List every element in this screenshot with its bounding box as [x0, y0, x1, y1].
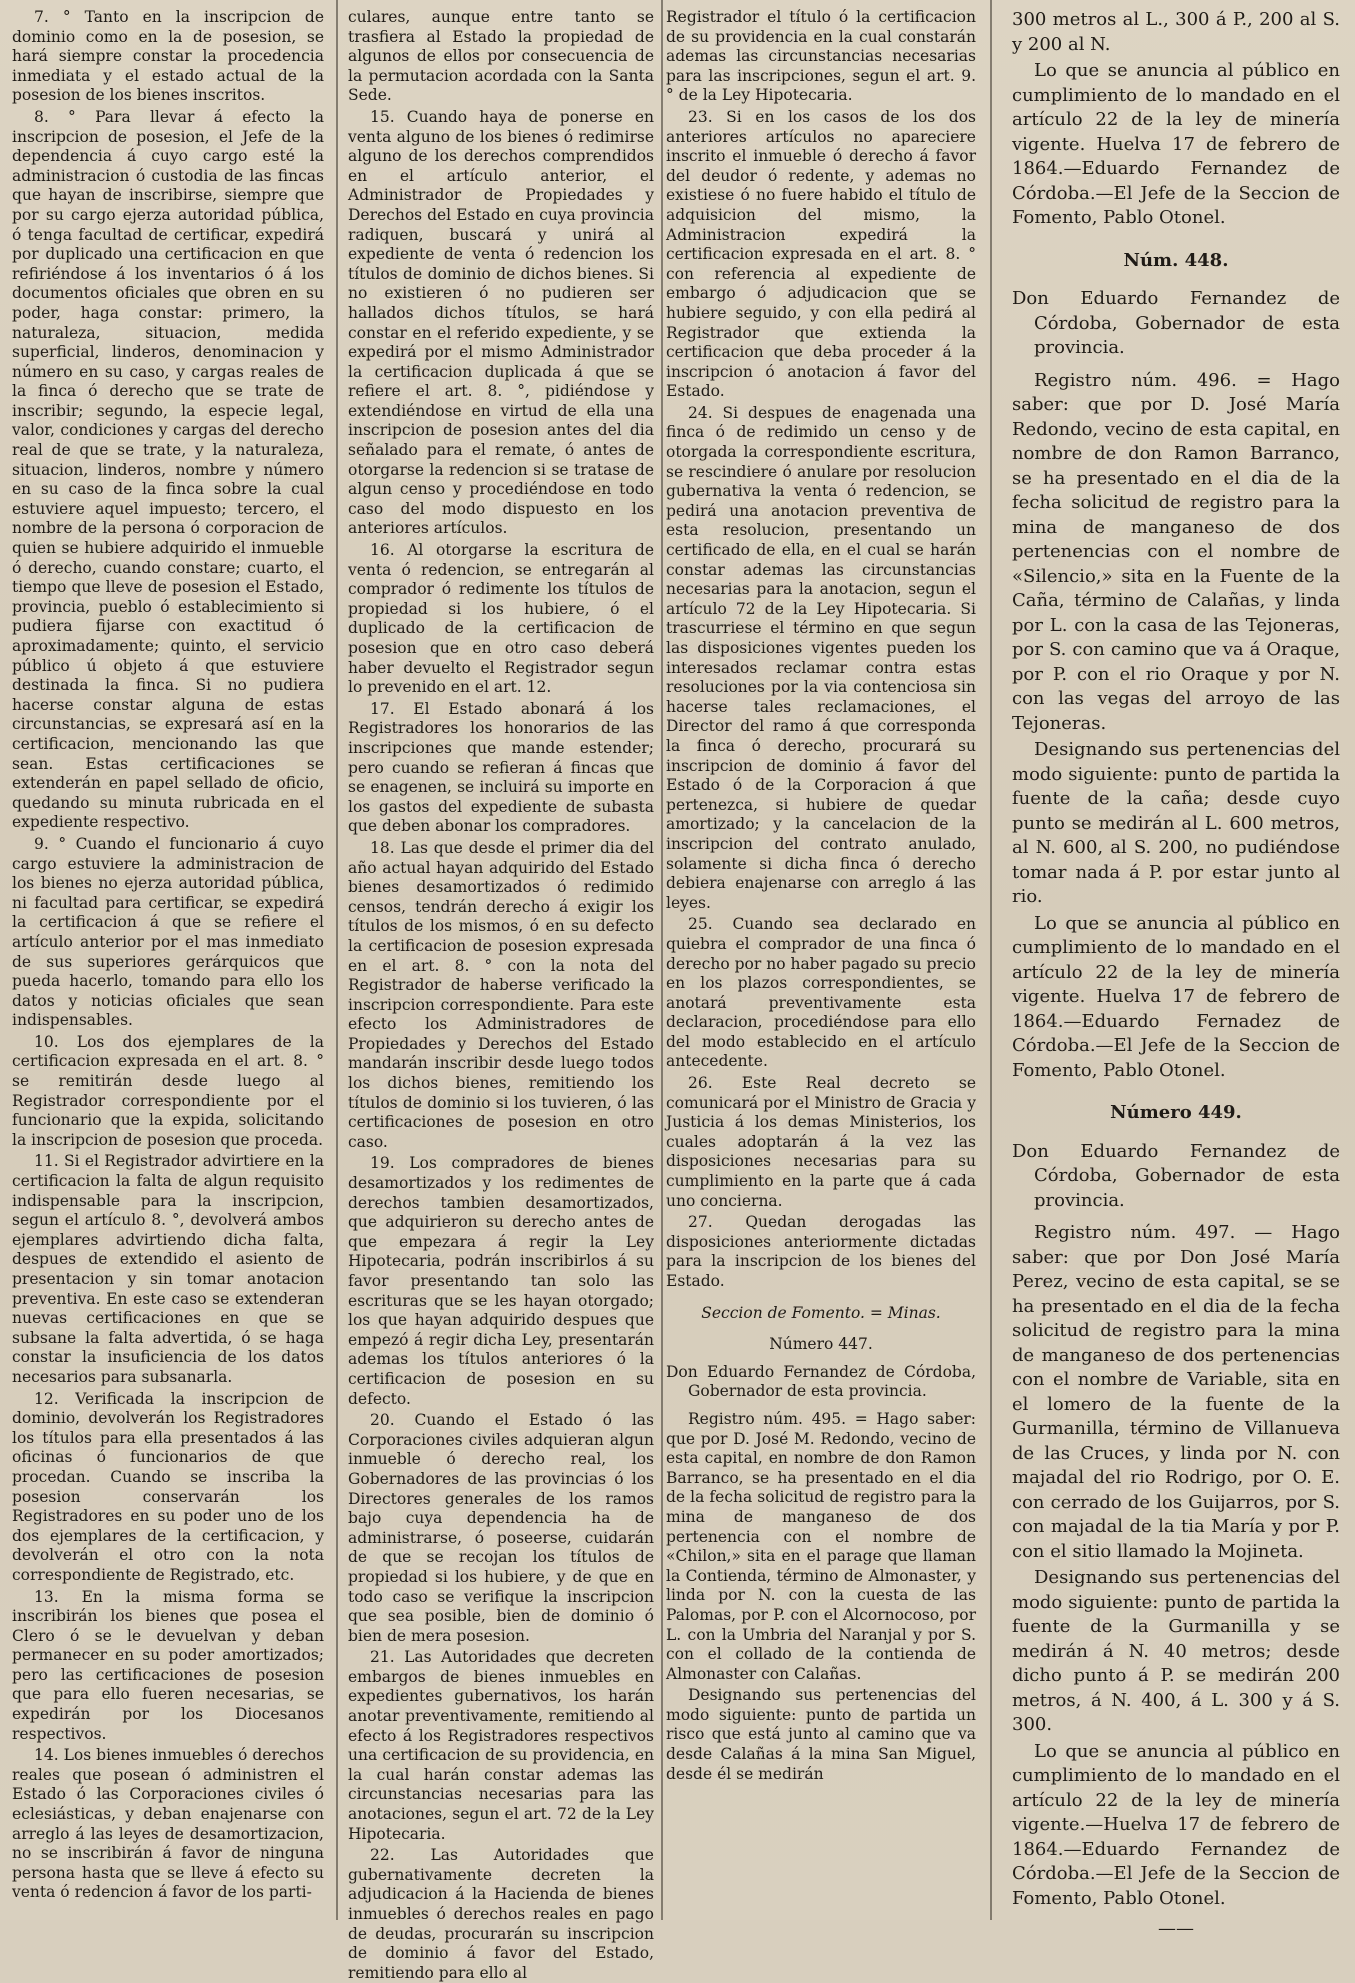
article-21: 21. Las Autoridades que decreten embargos de bienes inmuebles en expedientes gubernativos, los harán anotar preventivamente, remitiendo al efecto á los Registradores respectivos una certificacion de su providencia, en la cual harán constar ademas las circunstancias necesarias para las anotaciones, segun el art. 72 de la Ley Hipotecaria. [348, 1648, 654, 1843]
article-26: 26. Este Real decreto se comunicará por el Ministro de Gracia y Justicia á los demas Ministerios, los cuales adoptarán á la vez las disposiciones necesarias para su cumplimiento en la parte que á cada uno concierna. [666, 1074, 976, 1210]
designation: Designando sus pertenencias del modo siguiente: punto de partida la fuente de la Gurmanilla y se medirán á N. 40 metros; desde dicho punto á P. se medirán 200 metros, á N. 400, á L. 300 y á S. 300. [1012, 1567, 1340, 1735]
announcement: Lo que se anuncia al público en cumplimiento de lo mandado en el artículo 22 de la ley de minería vigente.—Huelva 17 de febrero de 1864.—Eduardo Fernandez de Córdoba.—El Jefe de la Seccion de Fomento, Pablo Otonel. [1012, 1740, 1340, 1909]
designation: Designando sus pertenencias del modo siguiente: punto de partida la fuente de la caña; desde cuyo punto se medirán al L. 600 metros, al N. 600, al S. 200, no pudiéndose tomar nada á P. por estar junto al rio. [1012, 739, 1340, 907]
article-19: 19. Los compradores de bienes desamortizados y los redimentes de derechos tambien desamortizados, que adquirieron su derecho antes de que empezara á regir la Ley Hipotecaria, podrán inscribirlos á su favor presentando tan solo las escrituras que se les hayan otorgado; los que hayan adquirido despues que empezó á regir dicha Ley, presentarán ademas los títulos anteriores ó la certificacion de posesion en su defecto. [348, 1154, 654, 1408]
article-18: 18. Las que desde el primer dia del año actual hayan adquirido del Estado bienes desamortizados ó redimido censos, tendrán derecho á exigir los títulos de los mismos, ó en su defecto la certificacion de posesion expresada en el art. 8. ° con la nota del Registrador de haberse verificado la inscripcion correspondiente. Para este efecto los Administradores de Propiedades y Derechos del Estado mandarán inscribir desde luego todos los dichos bienes, remitiendo los títulos de dominio si los tuvieren, ó las certificaciones de posesion en otro caso. [348, 838, 654, 1151]
notice-number: Número 447. [769, 1335, 873, 1354]
governor-line: Don Eduardo Fernandez de Córdoba, Gobernador de esta provincia. [1012, 288, 1340, 358]
article-14-cont: culares, aunque entre tanto se trasfiera al Estado la propiedad de algunos de ellos por consecuencia de la permutacion acordada con la Santa Sede. [348, 8, 654, 105]
measure-continuation: 300 metros al L., 300 á P., 200 al S. y 200 al N. [1012, 9, 1340, 55]
end-separator: —— [1158, 1918, 1194, 1939]
article-10: 10. Los dos ejemplares de la certificacion expresada en el art. 8. ° se remitirán desde luego al Registrador correspondiente por el funcionario que la expida, solicitando la inscripcion de posesion que proceda. [12, 1032, 324, 1149]
announcement: Lo que se anuncia al público en cumplimiento de lo mandado en el artículo 22 de la ley de minería vigente. Huelva 17 de febrero de 1864.—Eduardo Fernandez de Córdoba.—El Jefe de la Seccion de Fomento, Pablo Otonel. [1012, 60, 1340, 228]
article-24: 24. Si despues de enagenada una finca ó de redimido un censo y de otorgada la correspondiente escritura, se rescindiere ó anulare por resolucion gubernativa la venta ó redencion, se pedirá una anotacion preventiva de esta resolucion, presentando un certificado de ella, en el cual se harán constar ademas las circunstancias necesarias para la anotacion, segun el artículo 72 de la Ley Hipotecaria. Si trascurriese el término en que segun las disposiciones vigentes pueden los interesados reclamar contra estas resoluciones por la via contenciosa sin hacerse tales reclamaciones, el Director del ramo á que corresponda la finca ó derecho, procurará su inscripcion de dominio á favor del Estado ó de la Corporacion á que pertenezca, si hubiere de quedar amortizado; y la cancelacion de la inscripcion del contrato anulado, solamente si dicha finca ó derecho debiera enajenarse con arreglo á las leyes. [666, 403, 976, 912]
governor-line: Don Eduardo Fernandez de Córdoba, Gobernador de esta provincia. [1012, 1140, 1340, 1211]
column-2 [348, 8, 654, 1982]
column-3 [666, 8, 976, 1913]
article-22-cont: Registrador el título ó la certificacion de su providencia en la cual constarán ademas las circunstancias necesarias para las inscripciones, segun el art. 9. ° de la Ley Hipotecaria. [666, 8, 976, 105]
designation: Designando sus pertenencias del modo siguiente: punto de partida un risco que está junto al camino que va desde Calañas á la mina San Miguel, desde él se medirán [666, 1686, 976, 1783]
column-4 [1012, 8, 1340, 1939]
registry-notice: Registro núm. 496. = Hago saber: que por D. José María Redondo, vecino de esta capital, en nombre de don Ramon Barranco, se ha presentado en el dia de la fecha solicitud de registro para la mina de manganeso de dos pertenencias con el nombre de «Silencio,» sita en la Fuente de la Caña, término de Calañas, y linda por L. con la casa de las Tejoneras, por S. con camino que va á Oraque, por P. con el rio Oraque y por N. con las vegas del arroyo de las Tejoneras. [1012, 369, 1340, 734]
article-17: 17. El Estado abonará á los Registradores los honorarios de las inscripciones que mande estender; pero cuando se refieran á fincas que se enagenen, se incluirá su importe en los gastos del expediente de subasta que deben abonar los compradores. [348, 699, 654, 836]
column-rule [336, 0, 338, 1920]
article-12: 12. Verificada la inscripcion de dominio, devolverán los Registradores los títulos para ella presentados á las oficinas ó funcionarios de que procedan. Cuando se inscriba la posesion conservarán los Registradores en su poder uno de los dos ejemplares de la certificacion, y devolverán el otro con la nota correspondiente de Registrado, etc. [12, 1389, 324, 1584]
article-7: 7. ° Tanto en la inscripcion de dominio como en la de posesion, se hará siempre constar la procedencia inmediata y el estado actual de la posesion de los bienes inscritos. [12, 8, 324, 105]
column-rule [661, 0, 663, 1920]
registry-notice: Registro núm. 497. — Hago saber: que por Don José María Perez, vecino de esta capital, se se ha presentado en el dia de la fecha solicitud de registro para la mina de manganeso de dos pertenencias con el nombre de Variable, sita en el lomero de la fuente de la Gurmanilla, término de Villanueva de las Cruces, y linda por N. con majadal del rio Rodrigo, por O. E. con cerrado de los Guijarros, por S. con majadal de la tia María y por P. con el sitio llamado la Mojineta. [1012, 1222, 1340, 1562]
article-11: 11. Si el Registrador advirtiere en la certificacion la falta de algun requisito indispensable para la inscripcion, segun el artículo 8. °, devolverá ambos ejemplares advirtiendo dicha falta, despues de extendido el asiento de presentacion y sin tomar anotacion preventiva. En este caso se extenderan nuevas certificaciones en que se subsane la falta advertida, ó se haga constar la insuficiencia de los datos necesarios para subsanarla. [12, 1152, 324, 1386]
article-20: 20. Cuando el Estado ó las Corporaciones civiles adquieran algun inmueble ó derecho real, los Gobernadores de las provincias ó los Directores generales de los ramos bajo cuya dependencia ha de administrarse, ó poseerse, cuidarán de que se recojan los títulos de propiedad si los hubiere, y de que en todo caso se verifique la inscripcion que sea posible, bien de dominio ó bien de mera posesion. [348, 1411, 654, 1645]
article-9: 9. ° Cuando el funcionario á cuyo cargo estuviere la administracion de los bienes no ejerza autoridad pública, ni facultad para certificar, se expedirá la certificacion á que se refiere el artículo anterior por el mas inmediato de sus superiores gerárquicos que pueda hacerlo, tomando para ello los datos y noticias oficiales que sean indispensables. [12, 834, 324, 1030]
notice-number: Núm. 448. [1123, 249, 1229, 271]
column-1 [12, 8, 324, 1913]
article-13: 13. En la misma forma se inscribirán los bienes que posea el Clero ó se le devuelvan y deban permanecer en su poder amortizados; pero las certificaciones de posesion que para ello fueren necesarias, se expedirán por los Diocesanos respectivos. [12, 1587, 324, 1743]
article-25: 25. Cuando sea declarado en quiebra el comprador de una finca ó derecho por no haber pagado su precio en los plazos correspondientes, se anotará preventivamente esta declaracion, procediéndose para ello del modo establecido en el artículo antecedente. [666, 915, 976, 1071]
article-22: 22. Las Autoridades que gubernativamente decreten la adjudicacion á la Hacienda de bienes inmuebles ó derechos reales en pago de deudas, procurarán su inscripcion de dominio á favor del Estado, remitiendo para ello al [348, 1846, 654, 1982]
article-16: 16. Al otorgarse la escritura de venta ó redencion, se entregarán al comprador ó redimente los títulos de propiedad si los hubiere, ó el duplicado de la certificacion de posesion que en otro caso deberá haber devuelto el Registrador segun lo prevenido en el art. 12. [348, 541, 654, 697]
article-23: 23. Si en los casos de los dos anteriores artículos no apareciere inscrito el inmueble ó derecho á favor del deudor ó redente, y ademas no existiese ó no fuere habido el título de adquisicion del mismo, la Administracion expedirá la certificacion expresada en el art. 8. ° con referencia al expediente de embargo ó adjudicacion que se hubiere seguido, y con ella pedirá al Registrador que extienda la certificacion que deba proceder á la inscripcion ó anotacion á favor del Estado. [666, 107, 976, 401]
article-27: 27. Quedan derogadas las disposiciones anteriormente dictadas para la inscripcion de los bienes del Estado. [666, 1213, 976, 1290]
registry-notice: Registro núm. 495. = Hago saber: que por D. José M. Redondo, vecino de esta capital, en nombre de don Ramon Barranco, se ha presentado en el dia de la fecha solicitud de registro para la mina de manganeso de dos pertenencia con el nombre de «Chilon,» sita en el parage que llaman la Contienda, término de Almonaster, y linda por N. con la cuesta de las Palomas, por P. con el Alcornocoso, por L. con la Umbria del Naranjal y por S. con el collado de la contienda de Almonaster con Calañas. [666, 1409, 976, 1683]
article-15: 15. Cuando haya de ponerse en venta alguno de los bienes ó redimirse alguno de los derechos comprendidos en el artículo anterior, el Administrador de Propiedades y Derechos del Estado en cuya provincia radiquen, buscará y unirá al expediente de venta ó redencion los títulos de dominio de dichos bienes. Si no existieren ó no pudieren ser hallados dichos títulos, se hará constar en el referido expediente, y se expedirá por el mismo Administrador la certificacion duplicada á que se refiere el art. 8. °, pidiéndose y extendiéndose en virtud de ella una inscripcion de posesion antes del dia señalado para el remate, ó antes de otorgarse la redencion si se tratase de algun censo y procediéndose en todo caso del modo dispuesto en los anteriores artículos. [348, 107, 654, 538]
section-heading: Seccion de Fomento. = Minas. [701, 1303, 941, 1322]
notice-number: Número 449. [1110, 1102, 1242, 1123]
announcement: Lo que se anuncia al público en cumplimiento de lo mandado en el artículo 22 de la ley de minería vigente. Huelva 17 de febrero de 1864.—Eduardo Fernadez de Córdoba.—El Jefe de la Seccion de Fomento, Pablo Otonel. [1012, 912, 1340, 1081]
governor-line: Don Eduardo Fernandez de Córdoba, Gobernador de esta provincia. [666, 1362, 976, 1401]
article-8: 8. ° Para llevar á efecto la inscripcion de posesion, el Jefe de la dependencia á cuyo cargo esté la administracion ó custodia de las fincas que hayan de inscribirse, siempre que por su cargo ejerza autoridad pública, ó tenga facultad de certificar, expedirá por duplicado una certificacion en que refiriéndose á los inventarios ó á los documentos oficiales que obren en su poder, haga constar: primero, la naturaleza, situacion, medida superficial, linderos, denominacion y número en su caso, y cargas reales de la finca ó derecho que se trate de inscribir; segundo, la especie legal, valor, condiciones y cargas del derecho real de que se trate, y la naturaleza, situacion, linderos, nombre y número en su caso de la finca sobre la cual estuviere aquel impuesto; tercero, el nombre de la persona ó corporacion de quien se hubiere adquirido el inmueble ó derecho, cuando constare; cuarto, el tiempo que lleve de posesion el Estado, provincia, pueblo ó establecimiento si pudiera fijarse con exactitud ó aproximadamente; quinto, el servicio público ú objeto á que estuviere destinada la finca. Si no pudiera hacerse constar alguna de estas circunstancias, se expresará así en la certificacion, mencionando las que sean. Estas certificaciones se extenderán en papel sellado de oficio, quedando su minuta rubricada en el expediente respectivo. [12, 107, 324, 832]
column-rule [990, 0, 992, 1920]
article-14: 14. Los bienes inmuebles ó derechos reales que posean ó administren el Estado ó las Corporaciones civiles ó eclesiásticas, y deban enajenarse con arreglo á las leyes de desamortizacion, no se inscribirán á favor de ninguna persona hasta que se lleve á efecto su venta ó redencion á favor de los parti- [12, 1746, 324, 1902]
